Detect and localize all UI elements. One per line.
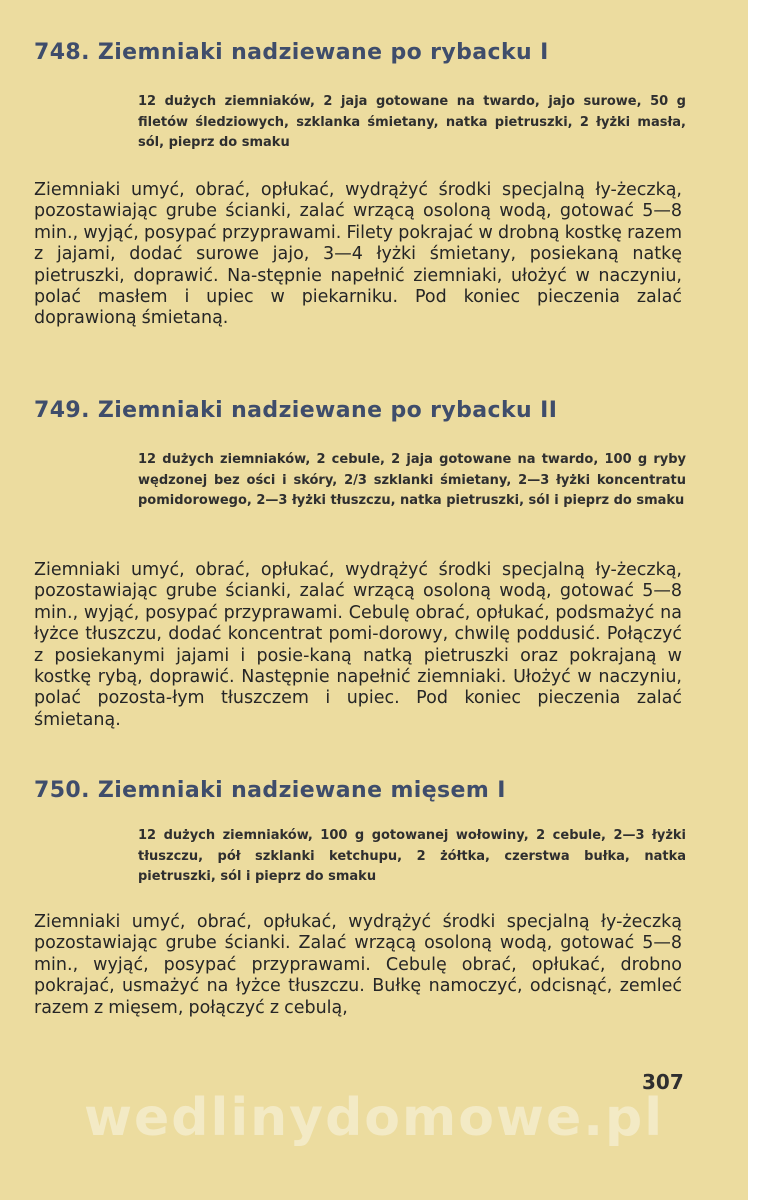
page-number: 307 <box>642 1070 684 1094</box>
recipe-title <box>34 398 557 423</box>
recipe-title <box>34 40 549 65</box>
recipe-title-text: Ziemniaki nadziewane po rybacku II <box>97 398 558 423</box>
ingredients-list: 12 dużych ziemniaków, 2 jaja gotowane na twardo, jajo surowe, 50 g filetów śledziowych, szklanka śmietany, natka pietruszki, 2 łyżki masła, sól, pieprz do smaku <box>138 94 686 150</box>
method-text: Ziemniaki umyć, obrać, opłukać, wydrążyć środki specjalną ły-żeczką pozostawiając grube ścianki. Zalać wrzącą osoloną wodą, gotować 5—8 min., wyjąć, posypać przyprawami. Cebulę obrać, opłukać, drobno pokrajać, usmażyć na łyżce tłuszczu. Bułkę namoczyć, odcisnąć, zemleć razem z mięsem, połączyć z cebulą, <box>34 912 682 1018</box>
recipe-number: 750. <box>34 778 90 803</box>
method-text: Ziemniaki umyć, obrać, opłukać, wydrążyć środki specjalną ły-żeczką, pozostawiając grube ścianki, zalać wrzącą osoloną wodą, gotować 5—8 min., wyjąć, posypać przyprawami. Cebulę obrać, opłukać, podsmażyć na łyżce tłuszczu, dodać koncentrat pomi-dorowy, chwilę poddusić. Połączyć z posiekanymi jajami i posie-kaną natką pietruszki oraz pokrajaną w kostkę rybą, doprawić. Następnie napełnić ziemniaki. Ułożyć w naczyniu, polać pozosta-łym tłuszczem i upiec. Pod koniec pieczenia zalać śmietaną. <box>34 560 682 730</box>
recipe-number: 748. <box>34 40 90 65</box>
ingredients-list: 12 dużych ziemniaków, 2 cebule, 2 jaja gotowane na twardo, 100 g ryby wędzonej bez ości i skóry, 2/3 szklanki śmietany, 2—3 łyżki koncentratu pomidorowego, 2—3 łyżki tłuszczu, natka pietruszki, sól i pieprz do smaku <box>138 452 686 508</box>
watermark: wedlinydomowe.pl <box>83 1088 665 1148</box>
method-text: Ziemniaki umyć, obrać, opłukać, wydrążyć środki specjalną ły-żeczką, pozostawiając grube ścianki, zalać wrzącą osoloną wodą, gotować 5—8 min., wyjąć, posypać przyprawami. Filety pokrajać w drobną kostkę razem z jajami, dodać surowe jajo, 3—4 łyżki śmietany, posiekaną natkę pietruszki, doprawić. Na-stępnie napełnić ziemniaki, ułożyć w naczyniu, polać masłem i upiec w piekarniku. Pod koniec pieczenia zalać doprawioną śmietaną. <box>34 180 682 329</box>
ingredients-list: 12 dużych ziemniaków, 100 g gotowanej wołowiny, 2 cebule, 2—3 łyżki tłuszczu, pół szklanki ketchupu, 2 żółtka, czerstwa bułka, natka pietruszki, sól i pieprz do smaku <box>138 828 686 884</box>
recipe-title-text: Ziemniaki nadziewane mięsem I <box>97 778 506 803</box>
recipe-title-text: Ziemniaki nadziewane po rybacku I <box>97 40 549 65</box>
recipe-title <box>34 778 506 803</box>
recipe-number: 749. <box>34 398 90 423</box>
